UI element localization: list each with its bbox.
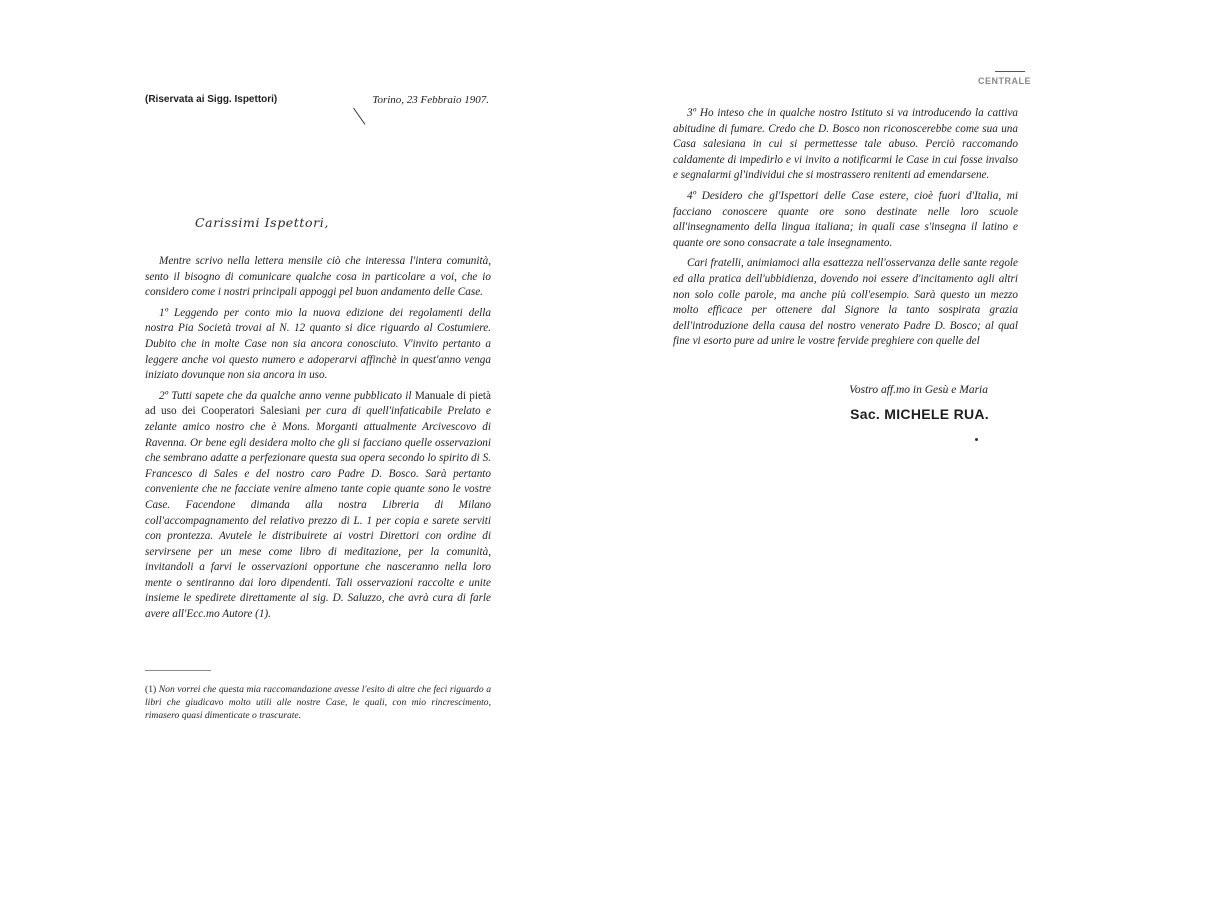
archive-stamp: CENTRALE bbox=[978, 76, 1031, 86]
header-reserved-note: (Riservata ai Sigg. Ispettori) bbox=[145, 94, 278, 105]
stamp-rule bbox=[995, 71, 1025, 72]
paragraph-3: 3º Ho inteso che in qualche nostro Istituto si va introducendo la cattiva abitudine di fumare. Credo che D. Bosco non riconoscerebbe come sua una Casa salesiana in cui si permettesse tale abuso. Perciò raccomando caldamente di impedirlo e vi invito a notificarmi le Case in cui fosse invalso e segnalarmi gl'individui che si mostrassero renitenti ad emendarsene. bbox=[673, 107, 1018, 182]
footnote-number: (1) bbox=[145, 684, 157, 695]
paragraph-closing-exhortation: Cari fratelli, animiamoci alla esattezza nell'osservanza delle sante regole ed alla pratica dell'ubbidienza, dovendo noi essere d'incitamento agli altri non solo colle parole, ma anche più coll'esempio. Sarà questo un mezzo molto efficace per ottenere dal Signore la tanto sospirata grazia dell'introduzione della causa del nostro venerato Padre D. Bosco; al qual fine vi esorto pure ad unire le vostre fervide preghiere con quelle del bbox=[673, 257, 1018, 348]
paragraph-2 bbox=[145, 389, 491, 623]
manual-title: Manuale di pietà ad uso dei Cooperatori Salesiani bbox=[145, 389, 492, 418]
footnote-divider bbox=[145, 670, 211, 671]
salutation: Carissimi Ispettori, bbox=[195, 215, 329, 230]
right-body-text bbox=[673, 106, 1018, 355]
pen-mark bbox=[353, 108, 365, 125]
header-date: Torino, 23 Febbraio 1907. bbox=[372, 94, 489, 106]
paragraph-intro: Mentre scrivo nella lettera mensile ciò che interessa l'intera comunità, sento il bisogno di comunicare qualche cosa in particolare a voi, che io considero come i nostri principali appoggi pel buon andamento delle Case. bbox=[145, 255, 491, 299]
footnote bbox=[145, 683, 491, 722]
paragraph-1: 1º Leggendo per conto mio la nuova edizione dei regolamenti della nostra Pia Società trovai al N. 12 quanto si dice riguardo al Costumiere. Dubito che in molte Case non sia ancora conosciuto. V'invito pertanto a leggere anche voi questo numero e adoperarvi affinchè in quest'anno venga iniziato dovunque non sia ancora in uso. bbox=[145, 306, 491, 382]
ink-dot bbox=[975, 438, 978, 441]
paragraph-4: 4º Desidero che gl'Ispettori delle Case estere, cioè fuori d'Italia, mi facciano conoscere quante ore sono destinate nelle loro scuole all'insegnamento della lingua italiana; in quali case s'insegna il latino e quante ore sono consacrate a tale insegnamento. bbox=[673, 189, 1018, 249]
paragraph-2-rest: per cura di quell'infaticabile Prelato e zelante amico nostro che è Mons. Morganti attualmente Arcivescovo di Ravenna. Or bene egli desidera molto che gli si facciano quelle osservazioni che sembrano adatte a perfezionare questa sua opera secondo lo spirito di S. Francesco di Sales e del nostro caro Padre D. Bosco. Sarà pertanto conveniente che ne facciate venire almeno tante copie quante sono le vostre Case. Facendone dimanda alla nostra Libreria di Milano coll'accompagnamento del relativo prezzo di L. 1 per copia e sarete serviti con prontezza. Avutele le distribuirete ai vostri Direttori con ordine di servirsene per un mese come libro di meditazione, per la comunità, invitandoli a farvi le osservazioni opportune che nasceranno nella loro mente o sentiranno dai loro dipendenti. Tali osservazioni raccolte e unite insieme le spedirete direttamente al sig. D. Saluzzo, che avrà cura di farle avere all'Ecc.mo Autore (1). bbox=[145, 405, 491, 621]
signature: Sac. MICHELE RUA. bbox=[850, 406, 989, 422]
footnote-text: Non vorrei che questa mia raccomandazione avesse l'esito di altre che feci riguardo a libri che giudicavo molto utili alle nostre Case, le quali, con mio rincrescimento, rimasero quasi dimenticate o trascurate. bbox=[145, 684, 491, 721]
closing-formula: Vostro aff.mo in Gesù e Maria bbox=[849, 384, 988, 396]
left-body-text bbox=[145, 254, 491, 628]
paragraph-2-start: 2º Tutti sapete che da qualche anno venne pubblicato il bbox=[159, 389, 412, 402]
